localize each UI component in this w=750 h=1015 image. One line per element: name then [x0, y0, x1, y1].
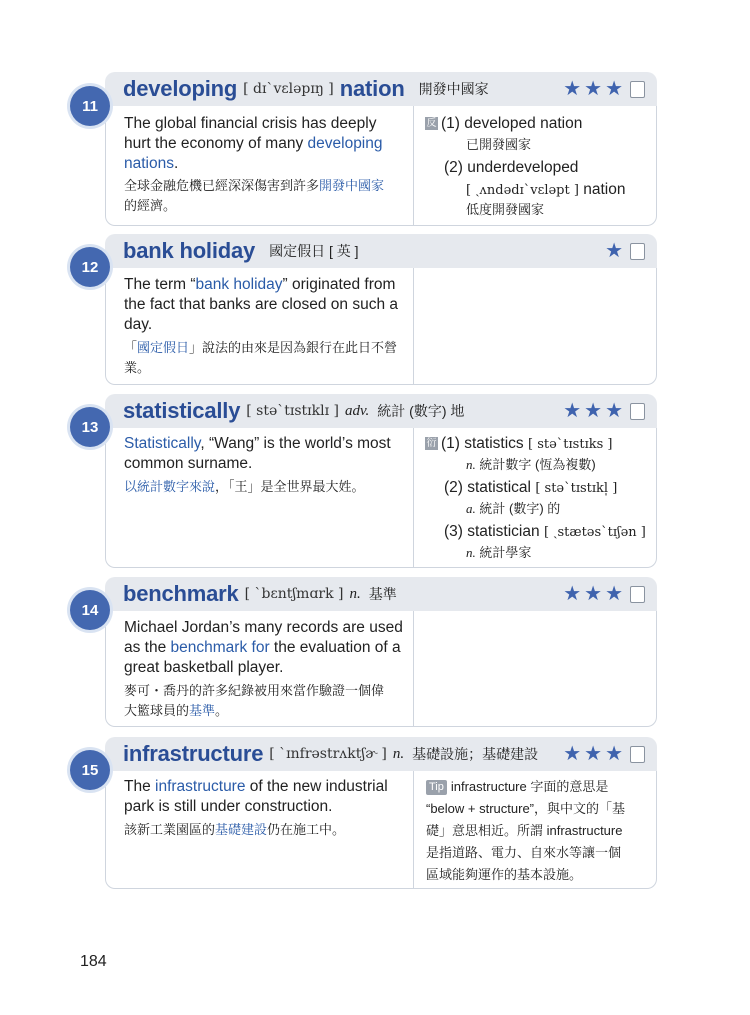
example-english: Michael Jordan’s many records are used as the benchmark for the evaluation of a great basketball player. [124, 619, 403, 676]
part-of-speech: n. [392, 745, 405, 762]
related-item-zh: 低度開發國家 [466, 202, 545, 217]
example-chinese: 全球金融危機已經深深傷害到許多開發中國家 的經濟。 [124, 178, 385, 213]
pronunciation: [ ˋɪnfrəstrʌktʃɚ ] [269, 746, 387, 762]
entry-header [105, 577, 657, 611]
star-icon: ★ [605, 583, 623, 605]
entry-number-badge: 14 [70, 590, 110, 630]
entry-number-badge: 12 [70, 247, 110, 287]
chinese-definition: 基礎設施；基礎建設 [412, 746, 539, 762]
headword: statistically [123, 398, 241, 423]
star-icon: ★ [605, 78, 623, 100]
star-icon: ★ [563, 78, 582, 100]
entry-header [105, 394, 657, 428]
page-number: 184 [80, 953, 107, 970]
star-icon: ★ [605, 400, 623, 422]
star-icon: ★ [605, 743, 623, 765]
rating-stars [563, 401, 645, 421]
entry-header [105, 72, 657, 106]
checkbox[interactable] [630, 81, 645, 98]
entry-number-badge: 11 [70, 86, 110, 126]
entry-header [105, 737, 657, 771]
related-item: (2) underdeveloped [444, 159, 579, 176]
related-item: 反 (1) developed nation [426, 115, 583, 132]
tip-label: Tip [426, 780, 447, 795]
rating-stars [605, 241, 645, 261]
chinese-definition: 開發中國家 [418, 81, 489, 97]
star-icon: ★ [563, 583, 582, 605]
related-item-zh: 已開發國家 [466, 137, 532, 152]
example-english: Statistically, “Wang” is the world’s most common surname. [124, 435, 391, 472]
derivative-tag: 衍 [426, 438, 437, 449]
divider [413, 611, 414, 727]
star-icon: ★ [584, 583, 603, 605]
example-chinese: 麥可・喬丹的許多紀錄被用來當作驗證一個偉 大籃球員的基準。 [124, 683, 385, 718]
star-icon: ★ [563, 400, 582, 422]
related-item: (2) statistical [ stəˋtɪstɪkl̩ ] [444, 479, 618, 496]
example-english: The global financial crisis has deeply hurt the economy of many developing nations. [124, 115, 383, 172]
star-icon: ★ [584, 78, 603, 100]
checkbox[interactable] [630, 243, 645, 260]
checkbox[interactable] [630, 403, 645, 420]
related-item-zh: a. 統計 (數字) 的 [466, 501, 561, 516]
example-english: The term “bank holiday” originated from the fact that banks are closed on such a day. [124, 276, 399, 333]
related-item: 衍 (1) statistics [ stəˋtɪstɪks ] [426, 435, 613, 452]
checkbox[interactable] [630, 746, 645, 763]
rating-stars [563, 79, 645, 99]
headword: benchmark [123, 581, 239, 606]
star-icon: ★ [605, 240, 623, 262]
pronunciation: [ stəˋtɪstɪklɪ ] [246, 403, 339, 419]
example-chinese: 該新工業園區的基礎建設仍在施工中。 [124, 822, 346, 837]
antonym-tag: 反 [426, 118, 437, 129]
related-item: (3) statistician [ ˏstætəsˋtɪʃən ] [444, 523, 646, 540]
tip-note: Tip infrastructure 字面的意思是 “below + structure”，與中文的「基 礎」意思相近。所謂 infrastructure 是指道路、電力、自來水等讓一個 區域能夠運作的基本設施。 [426, 779, 626, 882]
example-chinese: 以統計數字來說，「王」是全世界最大姓。 [124, 479, 365, 494]
related-item: [ ˏʌndədɪˋvɛləpt ] nation [466, 181, 626, 198]
entry-header [105, 234, 657, 268]
headword-2: nation [339, 76, 405, 101]
divider [413, 268, 414, 385]
entry-number-badge: 15 [70, 750, 110, 790]
star-icon: ★ [584, 400, 603, 422]
star-icon: ★ [563, 743, 582, 765]
rating-stars [563, 744, 645, 764]
example-english: The infrastructure of the new industrial park is still under construction. [124, 778, 388, 815]
entry-number-badge: 13 [70, 407, 110, 447]
headword: bank holiday [123, 238, 256, 263]
chinese-definition: 國定假日 [ 英 ] [269, 243, 359, 259]
divider [413, 771, 414, 889]
divider [413, 106, 414, 226]
chinese-definition: 統計 (數字) 地 [377, 403, 465, 419]
part-of-speech: adv. [345, 402, 370, 419]
checkbox[interactable] [630, 586, 645, 603]
related-item-zh: n. 統計數字 (恆為複數) [466, 457, 596, 472]
headword: infrastructure [123, 741, 264, 766]
related-item-zh: n. 統計學家 [466, 545, 532, 560]
pronunciation: [ dɪˋvɛləpɪŋ ] [243, 81, 334, 97]
chinese-definition: 基準 [368, 586, 397, 602]
part-of-speech: n. [349, 585, 361, 602]
star-icon: ★ [584, 743, 603, 765]
divider [413, 428, 414, 568]
rating-stars [563, 584, 645, 604]
pronunciation: [ ˋbɛntʃmɑrk ] [244, 586, 344, 602]
example-chinese: 「國定假日」說法的由來是因為銀行在此日不營 業。 [124, 340, 398, 375]
headword: developing [123, 76, 238, 101]
